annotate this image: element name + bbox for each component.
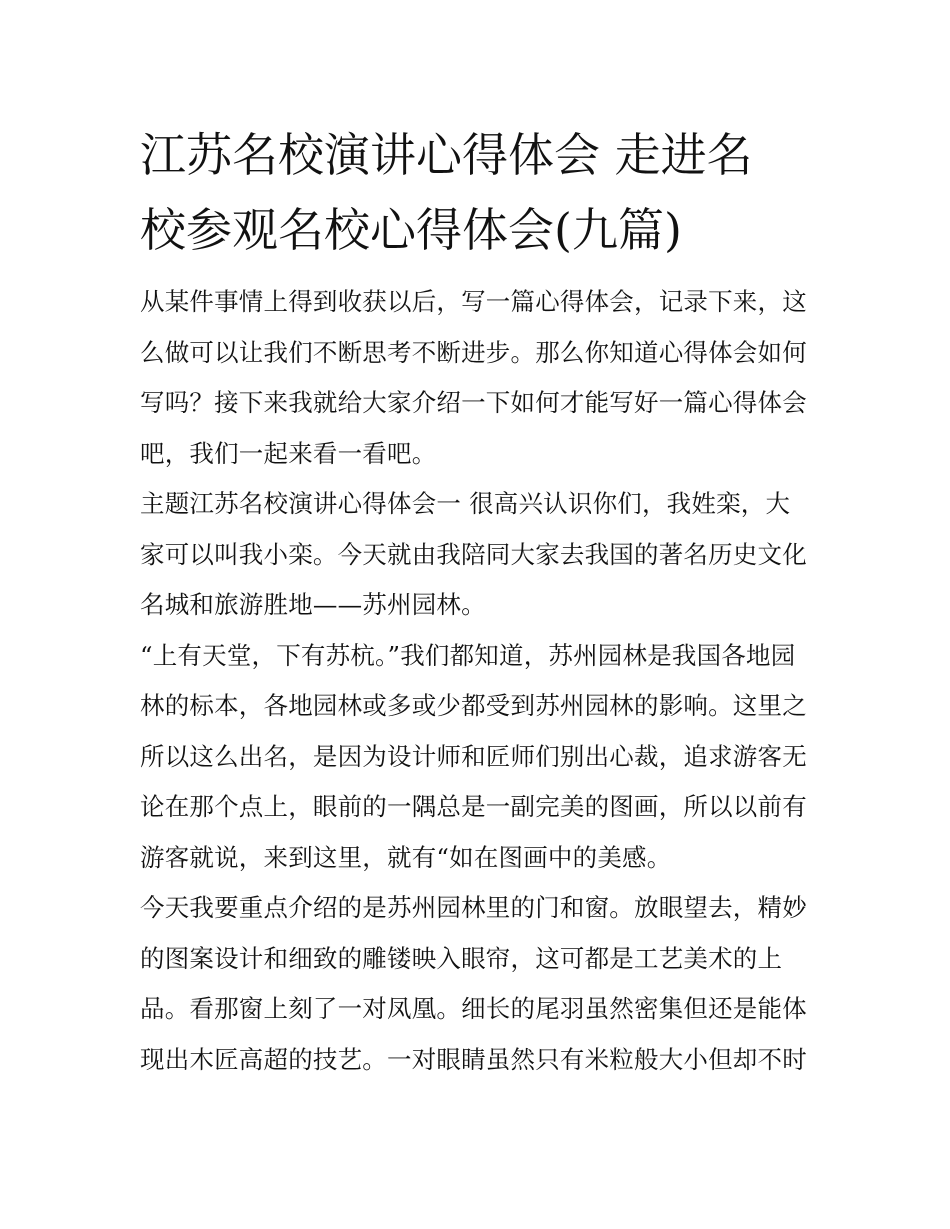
text-line: 林的标本，各地园林或多或少都受到苏州园林的影响。这里之 [140,691,807,720]
title-line: 江苏名校演讲心得体会 走进名 [140,128,753,182]
text-line: 从某件事情上得到收获以后，写一篇心得体会，记录下来，这 [140,287,807,316]
document-title [140,118,820,268]
text-line: 今天我要重点介绍的是苏州园林里的门和窗。放眼望去，精妙 [140,893,807,922]
text-line: 所以这么出名，是因为设计师和匠师们别出心裁，追求游客无 [140,741,807,771]
paragraph-suzhou-gardens [140,639,820,892]
text-line: 的图案设计和细致的雕镂映入眼帘，这可都是工艺美术的上 [140,943,783,973]
paragraph-doors-windows [140,891,820,1093]
text-line: 么做可以让我们不断思考不断进步。那么你知道心得体会如何 [140,337,807,367]
title-line: 校参观名校心得体会(九篇) [140,203,682,257]
text-line: 家可以叫我小栾。今天就由我陪同大家去我国的著名历史文化 [140,539,807,569]
text-line: “上有天堂，下有苏杭。”我们都知道，苏州园林是我国各地园 [140,640,796,670]
text-line: 游客就说，来到这里，就有“如在图画中的美感。 [140,842,672,872]
text-line: 品。看那窗上刻了一对凤凰。细长的尾羽虽然密集但还是能体 [140,994,807,1023]
text-line: 吧，我们一起来看一看吧。 [140,438,437,468]
document-body [140,285,820,1093]
text-line: 主题江苏名校演讲心得体会一 很高兴认识你们，我姓栾，大 [140,489,791,518]
paragraph-topic-one [140,487,820,639]
text-line: 论在那个点上，眼前的一隅总是一副完美的图画，所以以前有 [140,792,807,821]
text-line: 名城和旅游胜地——苏州园林。 [140,590,486,619]
paragraph-intro [140,285,820,487]
text-line: 写吗？接下来我就给大家介绍一下如何才能写好一篇心得体会 [140,388,807,417]
text-line: 现出木匠高超的技艺。一对眼睛虽然只有米粒般大小但却不时 [140,1044,807,1074]
